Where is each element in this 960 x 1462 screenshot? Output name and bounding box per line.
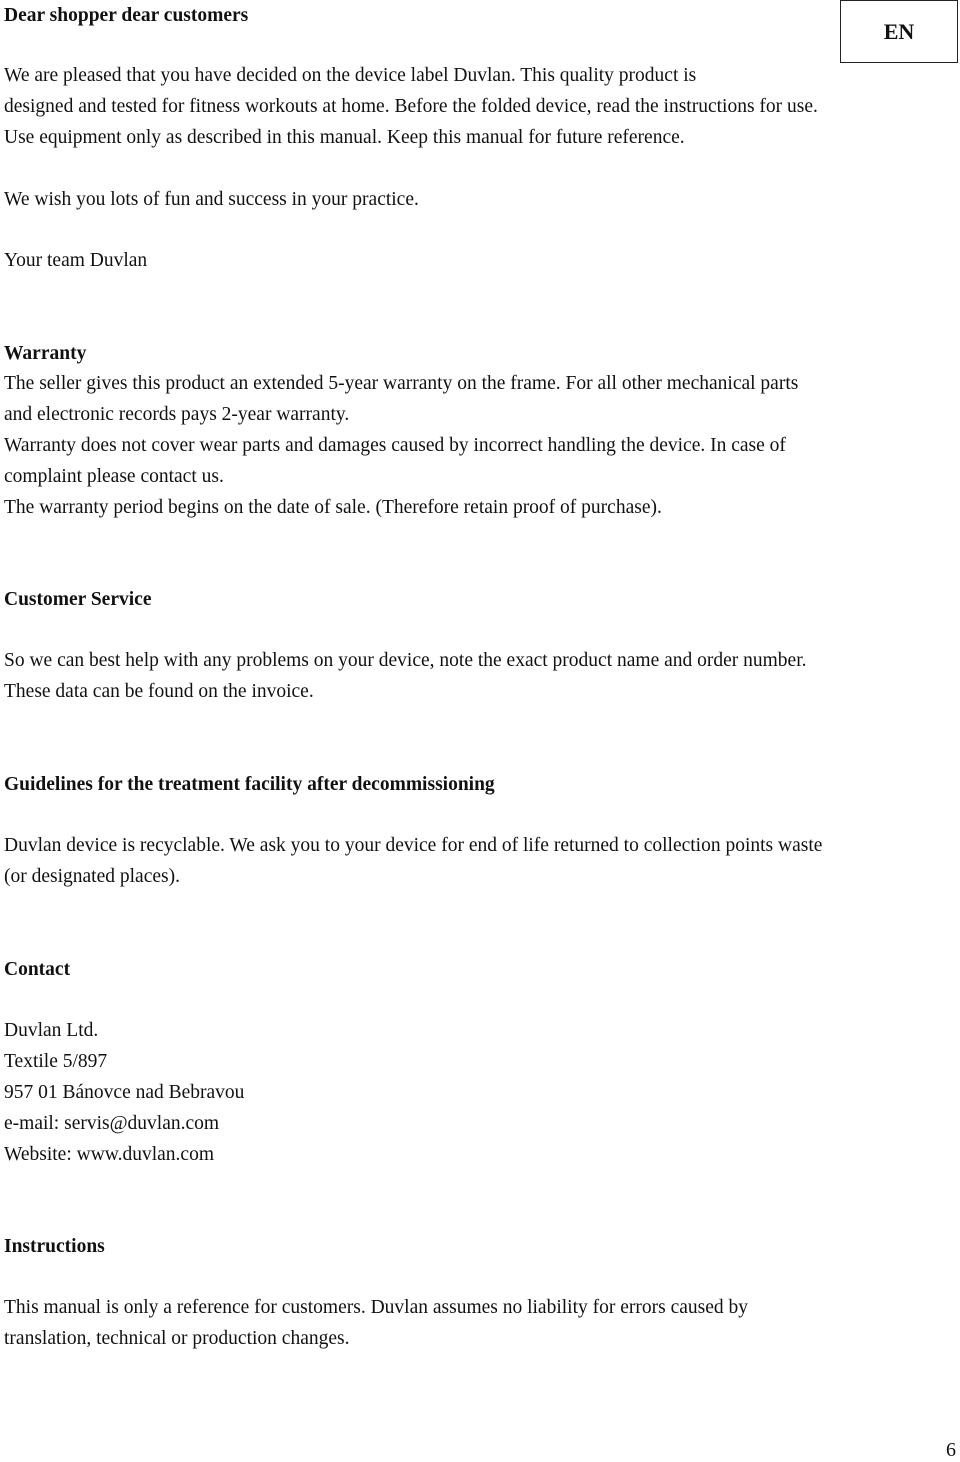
instructions-text bbox=[4, 1292, 748, 1354]
customer-service-line: These data can be found on the invoice. bbox=[4, 681, 314, 702]
intro-wish: We wish you lots of fun and success in your practice. bbox=[4, 189, 419, 210]
warranty-line: Warranty does not cover wear parts and damages caused by incorrect handling the device. In case of bbox=[4, 435, 786, 456]
contact-website: Website: www.duvlan.com bbox=[4, 1144, 214, 1165]
guidelines-line: Duvlan device is recyclable. We ask you to your device for end of life returned to collection points waste bbox=[4, 835, 823, 856]
guidelines-heading: Guidelines for the treatment facility after decommissioning bbox=[4, 774, 495, 795]
instructions-line: translation, technical or production changes. bbox=[4, 1328, 350, 1349]
contact-email: e-mail: servis@duvlan.com bbox=[4, 1113, 220, 1134]
intro-signoff: Your team Duvlan bbox=[4, 250, 148, 271]
instructions-heading: Instructions bbox=[4, 1236, 105, 1257]
contact-heading: Contact bbox=[4, 959, 71, 980]
intro-heading: Dear shopper dear customers bbox=[4, 5, 249, 26]
warranty-line: complaint please contact us. bbox=[4, 466, 224, 487]
warranty-line: and electronic records pays 2-year warranty. bbox=[4, 404, 350, 425]
intro-line: We are pleased that you have decided on the device label Duvlan. This quality product is bbox=[4, 65, 697, 86]
warranty-heading: Warranty bbox=[4, 343, 87, 364]
page-number: 6 bbox=[946, 1439, 956, 1461]
customer-service-heading: Customer Service bbox=[4, 589, 152, 610]
warranty-line: The seller gives this product an extended 5-year warranty on the frame. For all other mechanical parts bbox=[4, 373, 799, 394]
contact-city: 957 01 Bánovce nad Bebravou bbox=[4, 1082, 245, 1103]
contact-company: Duvlan Ltd. bbox=[4, 1020, 99, 1041]
intro-line: Use equipment only as described in this manual. Keep this manual for future reference. bbox=[4, 127, 685, 148]
instructions-line: This manual is only a reference for customers. Duvlan assumes no liability for errors caused by bbox=[4, 1297, 749, 1318]
language-badge: EN bbox=[840, 0, 958, 63]
customer-service-line: So we can best help with any problems on your device, note the exact product name and order number. bbox=[4, 650, 807, 671]
guidelines-text bbox=[4, 830, 822, 892]
intro-line: designed and tested for fitness workouts at home. Before the folded device, read the instructions for use. bbox=[4, 96, 818, 117]
customer-service-text bbox=[4, 645, 807, 707]
contact-details bbox=[4, 1015, 244, 1170]
warranty-text bbox=[4, 368, 798, 523]
intro-paragraph bbox=[4, 60, 818, 153]
contact-street: Textile 5/897 bbox=[4, 1051, 108, 1072]
guidelines-line: (or designated places). bbox=[4, 866, 180, 887]
warranty-line: The warranty period begins on the date of sale. (Therefore retain proof of purchase). bbox=[4, 497, 662, 518]
